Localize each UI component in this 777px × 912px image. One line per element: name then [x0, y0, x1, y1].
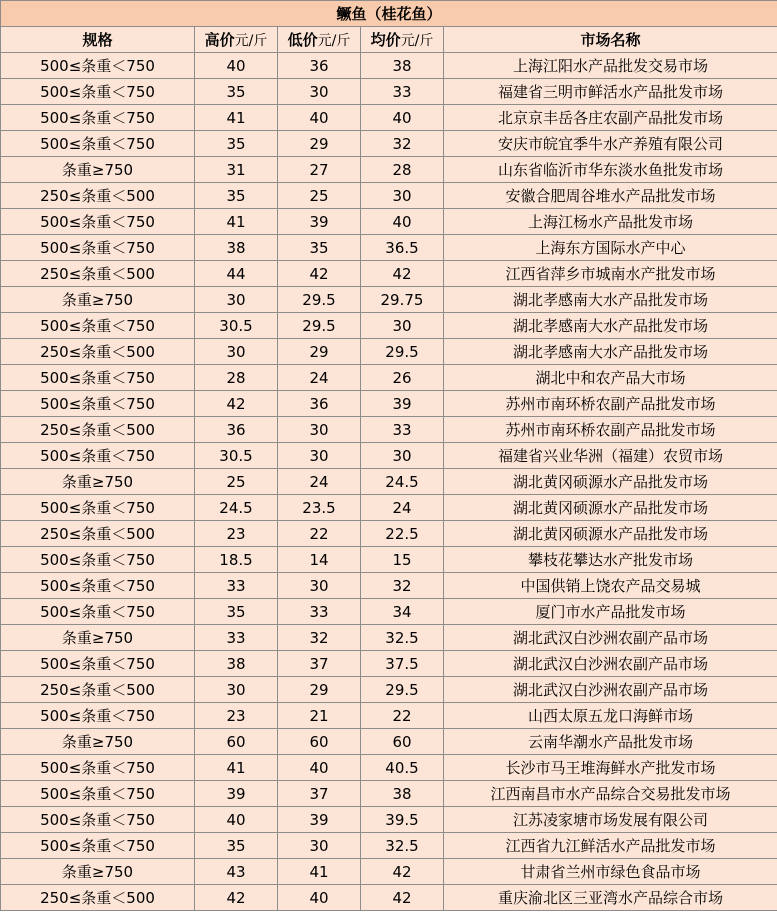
cell-avg-price: 15: [361, 547, 444, 573]
cell-high-price: 31: [195, 157, 278, 183]
cell-low-price: 40: [278, 755, 361, 781]
cell-avg-price: 40.5: [361, 755, 444, 781]
cell-low-price: 42: [278, 261, 361, 287]
table-row: [1, 417, 777, 443]
header-high-unit: 元/斤: [234, 33, 268, 49]
table-row: [1, 209, 777, 235]
cell-high-price: 35: [195, 131, 278, 157]
cell-high-price: 36: [195, 417, 278, 443]
cell-high-price: 44: [195, 261, 278, 287]
header-low-label: 低价: [287, 31, 318, 49]
cell-high-price: 30: [195, 677, 278, 703]
cell-avg-price: 24: [361, 495, 444, 521]
cell-avg-price: 38: [361, 53, 444, 79]
cell-avg-price: 32.5: [361, 833, 444, 859]
table-row: [1, 469, 777, 495]
table-row: [1, 859, 777, 885]
cell-high-price: 42: [195, 391, 278, 417]
cell-market-name: 福建省三明市鲜活水产品批发市场: [444, 79, 777, 105]
cell-low-price: 30: [278, 443, 361, 469]
cell-low-price: 35: [278, 235, 361, 261]
cell-high-price: 30: [195, 339, 278, 365]
cell-spec: 500≤条重＜750: [1, 495, 195, 521]
cell-market-name: 甘肃省兰州市绿色食品市场: [444, 859, 777, 885]
title-row: [1, 1, 777, 27]
cell-high-price: 25: [195, 469, 278, 495]
cell-high-price: 24.5: [195, 495, 278, 521]
cell-market-name: 山西太原五龙口海鲜市场: [444, 703, 777, 729]
cell-spec: 条重≥750: [1, 625, 195, 651]
cell-avg-price: 30: [361, 443, 444, 469]
cell-high-price: 18.5: [195, 547, 278, 573]
cell-market-name: 湖北武汉白沙洲农副产品市场: [444, 651, 777, 677]
table-row: [1, 547, 777, 573]
cell-low-price: 37: [278, 651, 361, 677]
cell-avg-price: 40: [361, 105, 444, 131]
cell-spec: 500≤条重＜750: [1, 209, 195, 235]
table-row: [1, 365, 777, 391]
cell-high-price: 38: [195, 235, 278, 261]
table-row: [1, 261, 777, 287]
cell-high-price: 30.5: [195, 313, 278, 339]
cell-market-name: 湖北孝感南大水产品批发市场: [444, 287, 777, 313]
cell-low-price: 40: [278, 105, 361, 131]
table-row: [1, 781, 777, 807]
table-row: [1, 53, 777, 79]
table-row: [1, 885, 777, 911]
cell-spec: 500≤条重＜750: [1, 443, 195, 469]
cell-spec: 500≤条重＜750: [1, 573, 195, 599]
cell-high-price: 41: [195, 105, 278, 131]
cell-market-name: 安徽合肥周谷堆水产品批发市场: [444, 183, 777, 209]
cell-high-price: 28: [195, 365, 278, 391]
cell-avg-price: 39: [361, 391, 444, 417]
cell-spec: 500≤条重＜750: [1, 833, 195, 859]
cell-low-price: 39: [278, 807, 361, 833]
cell-market-name: 苏州市南环桥农副产品批发市场: [444, 391, 777, 417]
cell-market-name: 江西省九江鲜活水产品批发市场: [444, 833, 777, 859]
header-spec-label: 规格: [82, 31, 113, 49]
cell-avg-price: 32: [361, 573, 444, 599]
cell-market-name: 云南华潮水产品批发市场: [444, 729, 777, 755]
cell-high-price: 33: [195, 573, 278, 599]
cell-avg-price: 38: [361, 781, 444, 807]
cell-spec: 500≤条重＜750: [1, 781, 195, 807]
cell-high-price: 40: [195, 807, 278, 833]
table-row: [1, 833, 777, 859]
cell-market-name: 湖北黄冈硕源水产品批发市场: [444, 521, 777, 547]
cell-spec: 500≤条重＜750: [1, 365, 195, 391]
cell-market-name: 山东省临沂市华东淡水鱼批发市场: [444, 157, 777, 183]
cell-low-price: 24: [278, 365, 361, 391]
table-row: [1, 573, 777, 599]
cell-low-price: 29.5: [278, 313, 361, 339]
cell-low-price: 41: [278, 859, 361, 885]
cell-market-name: 湖北中和农产品大市场: [444, 365, 777, 391]
cell-low-price: 29: [278, 339, 361, 365]
cell-spec: 500≤条重＜750: [1, 53, 195, 79]
cell-spec: 500≤条重＜750: [1, 651, 195, 677]
table-row: [1, 599, 777, 625]
cell-low-price: 36: [278, 53, 361, 79]
cell-low-price: 33: [278, 599, 361, 625]
cell-low-price: 25: [278, 183, 361, 209]
cell-market-name: 上海江阳水产品批发交易市场: [444, 53, 777, 79]
cell-low-price: 40: [278, 885, 361, 911]
cell-high-price: 43: [195, 859, 278, 885]
cell-low-price: 30: [278, 417, 361, 443]
cell-low-price: 30: [278, 573, 361, 599]
header-market: [444, 27, 777, 53]
cell-market-name: 上海江杨水产品批发市场: [444, 209, 777, 235]
cell-low-price: 23.5: [278, 495, 361, 521]
cell-avg-price: 42: [361, 261, 444, 287]
cell-spec: 条重≥750: [1, 157, 195, 183]
cell-avg-price: 29.75: [361, 287, 444, 313]
table-row: [1, 157, 777, 183]
cell-avg-price: 42: [361, 885, 444, 911]
cell-market-name: 攀枝花攀达水产批发市场: [444, 547, 777, 573]
table-row: [1, 391, 777, 417]
cell-market-name: 长沙市马王堆海鲜水产批发市场: [444, 755, 777, 781]
cell-spec: 条重≥750: [1, 859, 195, 885]
table-body: [1, 53, 777, 911]
table-row: [1, 495, 777, 521]
cell-high-price: 35: [195, 599, 278, 625]
cell-high-price: 35: [195, 79, 278, 105]
cell-high-price: 41: [195, 755, 278, 781]
header-low-unit: 元/斤: [317, 33, 351, 49]
cell-avg-price: 32: [361, 131, 444, 157]
cell-market-name: 湖北黄冈硕源水产品批发市场: [444, 469, 777, 495]
table-row: [1, 287, 777, 313]
cell-spec: 条重≥750: [1, 469, 195, 495]
header-spec: [1, 27, 195, 53]
cell-avg-price: 28: [361, 157, 444, 183]
cell-spec: 500≤条重＜750: [1, 703, 195, 729]
cell-market-name: 北京京丰岳各庄农副产品批发市场: [444, 105, 777, 131]
cell-market-name: 苏州市南环桥农副产品批发市场: [444, 417, 777, 443]
cell-spec: 500≤条重＜750: [1, 79, 195, 105]
header-high-label: 高价: [204, 31, 235, 49]
cell-spec: 250≤条重＜500: [1, 261, 195, 287]
cell-spec: 500≤条重＜750: [1, 313, 195, 339]
header-row: [1, 27, 777, 53]
cell-high-price: 23: [195, 521, 278, 547]
cell-low-price: 60: [278, 729, 361, 755]
cell-spec: 条重≥750: [1, 287, 195, 313]
cell-market-name: 湖北武汉白沙洲农副产品市场: [444, 677, 777, 703]
cell-high-price: 30: [195, 287, 278, 313]
table-title: 鳜鱼（桂花鱼）: [1, 1, 777, 27]
cell-avg-price: 26: [361, 365, 444, 391]
cell-low-price: 32: [278, 625, 361, 651]
cell-high-price: 33: [195, 625, 278, 651]
cell-low-price: 27: [278, 157, 361, 183]
table-row: [1, 755, 777, 781]
cell-spec: 250≤条重＜500: [1, 417, 195, 443]
cell-high-price: 30.5: [195, 443, 278, 469]
cell-low-price: 37: [278, 781, 361, 807]
cell-avg-price: 22.5: [361, 521, 444, 547]
cell-market-name: 湖北黄冈硕源水产品批发市场: [444, 495, 777, 521]
cell-avg-price: 34: [361, 599, 444, 625]
cell-market-name: 江西省萍乡市城南水产批发市场: [444, 261, 777, 287]
cell-avg-price: 39.5: [361, 807, 444, 833]
cell-spec: 500≤条重＜750: [1, 105, 195, 131]
cell-spec: 500≤条重＜750: [1, 391, 195, 417]
cell-avg-price: 30: [361, 313, 444, 339]
header-market-label: 市场名称: [580, 31, 641, 49]
header-avg: [361, 27, 444, 53]
table-row: [1, 729, 777, 755]
table-row: [1, 313, 777, 339]
table-row: [1, 235, 777, 261]
table-row: [1, 105, 777, 131]
cell-avg-price: 24.5: [361, 469, 444, 495]
table-row: [1, 443, 777, 469]
cell-high-price: 42: [195, 885, 278, 911]
cell-low-price: 24: [278, 469, 361, 495]
cell-spec: 500≤条重＜750: [1, 235, 195, 261]
cell-spec: 500≤条重＜750: [1, 599, 195, 625]
table-row: [1, 131, 777, 157]
cell-avg-price: 33: [361, 417, 444, 443]
cell-avg-price: 37.5: [361, 651, 444, 677]
cell-spec: 条重≥750: [1, 729, 195, 755]
cell-spec: 250≤条重＜500: [1, 183, 195, 209]
cell-market-name: 中国供销上饶农产品交易城: [444, 573, 777, 599]
cell-high-price: 38: [195, 651, 278, 677]
cell-low-price: 29: [278, 677, 361, 703]
cell-low-price: 29: [278, 131, 361, 157]
cell-spec: 250≤条重＜500: [1, 521, 195, 547]
table-row: [1, 625, 777, 651]
cell-market-name: 重庆渝北区三亚湾水产品综合市场: [444, 885, 777, 911]
cell-avg-price: 29.5: [361, 677, 444, 703]
cell-high-price: 40: [195, 53, 278, 79]
cell-market-name: 上海东方国际水产中心: [444, 235, 777, 261]
header-avg-label: 均价: [370, 31, 401, 49]
header-high: [195, 27, 278, 53]
table-row: [1, 79, 777, 105]
cell-low-price: 36: [278, 391, 361, 417]
cell-low-price: 21: [278, 703, 361, 729]
cell-spec: 250≤条重＜500: [1, 339, 195, 365]
cell-high-price: 35: [195, 183, 278, 209]
cell-market-name: 江苏凌家塘市场发展有限公司: [444, 807, 777, 833]
table-row: [1, 677, 777, 703]
cell-spec: 500≤条重＜750: [1, 807, 195, 833]
cell-low-price: 39: [278, 209, 361, 235]
cell-market-name: 湖北武汉白沙洲农副产品市场: [444, 625, 777, 651]
cell-market-name: 安庆市皖宜季牛水产养殖有限公司: [444, 131, 777, 157]
cell-market-name: 福建省兴业华洲（福建）农贸市场: [444, 443, 777, 469]
cell-high-price: 35: [195, 833, 278, 859]
cell-spec: 500≤条重＜750: [1, 131, 195, 157]
cell-low-price: 29.5: [278, 287, 361, 313]
cell-avg-price: 60: [361, 729, 444, 755]
cell-avg-price: 22: [361, 703, 444, 729]
header-avg-unit: 元/斤: [400, 33, 434, 49]
table-row: [1, 339, 777, 365]
cell-low-price: 22: [278, 521, 361, 547]
cell-high-price: 23: [195, 703, 278, 729]
header-low: [278, 27, 361, 53]
cell-market-name: 厦门市水产品批发市场: [444, 599, 777, 625]
table-row: [1, 521, 777, 547]
table-row: [1, 183, 777, 209]
cell-low-price: 30: [278, 833, 361, 859]
cell-market-name: 江西南昌市水产品综合交易批发市场: [444, 781, 777, 807]
cell-avg-price: 33: [361, 79, 444, 105]
cell-spec: 250≤条重＜500: [1, 677, 195, 703]
cell-avg-price: 29.5: [361, 339, 444, 365]
cell-high-price: 41: [195, 209, 278, 235]
cell-avg-price: 30: [361, 183, 444, 209]
cell-market-name: 湖北孝感南大水产品批发市场: [444, 339, 777, 365]
cell-spec: 250≤条重＜500: [1, 885, 195, 911]
cell-high-price: 60: [195, 729, 278, 755]
cell-low-price: 30: [278, 79, 361, 105]
cell-low-price: 14: [278, 547, 361, 573]
table-row: [1, 651, 777, 677]
cell-avg-price: 42: [361, 859, 444, 885]
table-row: [1, 807, 777, 833]
table-row: [1, 703, 777, 729]
cell-spec: 500≤条重＜750: [1, 755, 195, 781]
cell-market-name: 湖北孝感南大水产品批发市场: [444, 313, 777, 339]
cell-spec: 500≤条重＜750: [1, 547, 195, 573]
cell-avg-price: 36.5: [361, 235, 444, 261]
cell-high-price: 39: [195, 781, 278, 807]
cell-avg-price: 40: [361, 209, 444, 235]
cell-avg-price: 32.5: [361, 625, 444, 651]
